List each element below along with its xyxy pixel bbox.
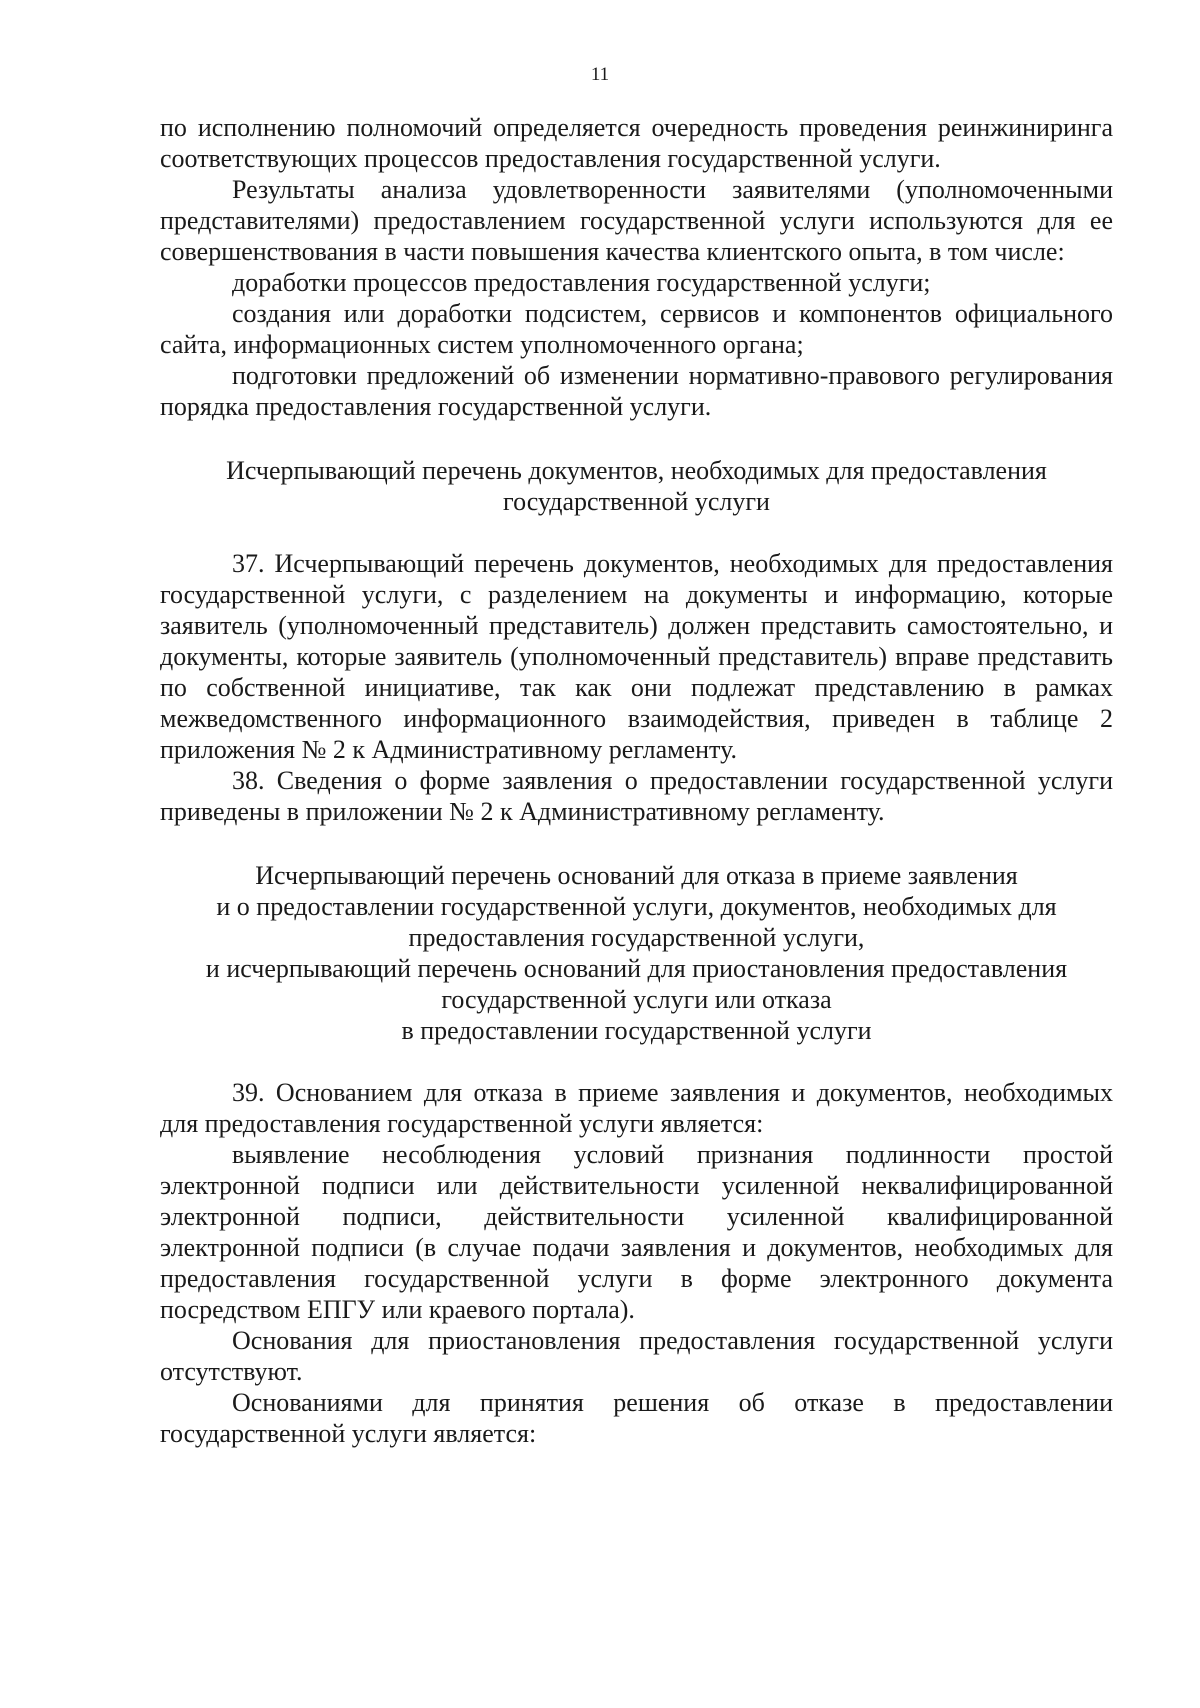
- paragraph-37: 37. Исчерпывающий перечень документов, необходимых для предоставления государственной услуги, с разделением на документы и информацию, которые заявитель (уполномоченный представитель) должен представить самостоятельно, и документы, которые заявитель (уполномоченный представитель) вправе представить по собственной инициативе, так как они подлежат представлению в рамках межведомственного информационного взаимодействия, приведен в таблице 2 приложения № 2 к Административному регламенту.: [160, 549, 1113, 764]
- document-body: [160, 112, 1113, 1449]
- list-item: выявление несоблюдения условий признания подлинности простой электронной подписи или действительности усиленной неквалифицированной электронной подписи, действительности усиленной квалифицированной электронной подписи (в случае подачи заявления и документов, необходимых для предоставления государственной услуги в форме электронного документа посредством ЕПГУ или краевого портала).: [160, 1140, 1113, 1324]
- page-number: 11: [590, 64, 610, 85]
- section-heading-documents: [160, 455, 1113, 517]
- heading-line: в предоставлении государственной услуги: [401, 1016, 872, 1045]
- heading-line: государственной услуги или отказа: [441, 985, 832, 1014]
- heading-line: предоставления государственной услуги,: [408, 923, 865, 952]
- list-item: создания или доработки подсистем, сервисов и компонентов официального сайта, информационных систем уполномоченного органа;: [160, 299, 1113, 359]
- paragraph-results: Результаты анализа удовлетворенности заявителями (уполномоченными представителями) предоставлением государственной услуги используются для ее совершенствования в части повышения качества клиентского опыта, в том числе:: [160, 175, 1113, 266]
- heading-line: и о предоставлении государственной услуги, документов, необходимых для: [216, 892, 1057, 921]
- list-item: подготовки предложений об изменении нормативно-правового регулирования порядка предоставления государственной услуги.: [160, 361, 1113, 421]
- paragraph-continuation: по исполнению полномочий определяется очередность проведения реинжиниринга соответствующих процессов предоставления государственной услуги.: [160, 113, 1113, 173]
- heading-line: Исчерпывающий перечень оснований для отказа в приеме заявления: [255, 861, 1018, 890]
- heading-line: Исчерпывающий перечень документов, необходимых для предоставления: [226, 456, 1047, 485]
- paragraph-suspension: Основания для приостановления предоставления государственной услуги отсутствуют.: [160, 1326, 1113, 1386]
- paragraph-39: 39. Основанием для отказа в приеме заявления и документов, необходимых для предоставления государственной услуги является:: [160, 1078, 1113, 1138]
- paragraph-refusal: Основаниями для принятия решения об отказе в предоставлении государственной услуги является:: [160, 1388, 1113, 1448]
- paragraph-38: 38. Сведения о форме заявления о предоставлении государственной услуги приведены в приложении № 2 к Административному регламенту.: [160, 766, 1113, 826]
- section-heading-refusal-grounds: [160, 860, 1113, 1046]
- list-item: доработки процессов предоставления государственной услуги;: [232, 268, 931, 297]
- heading-line: и исчерпывающий перечень оснований для приостановления предоставления: [205, 954, 1068, 983]
- heading-line: государственной услуги: [503, 487, 770, 516]
